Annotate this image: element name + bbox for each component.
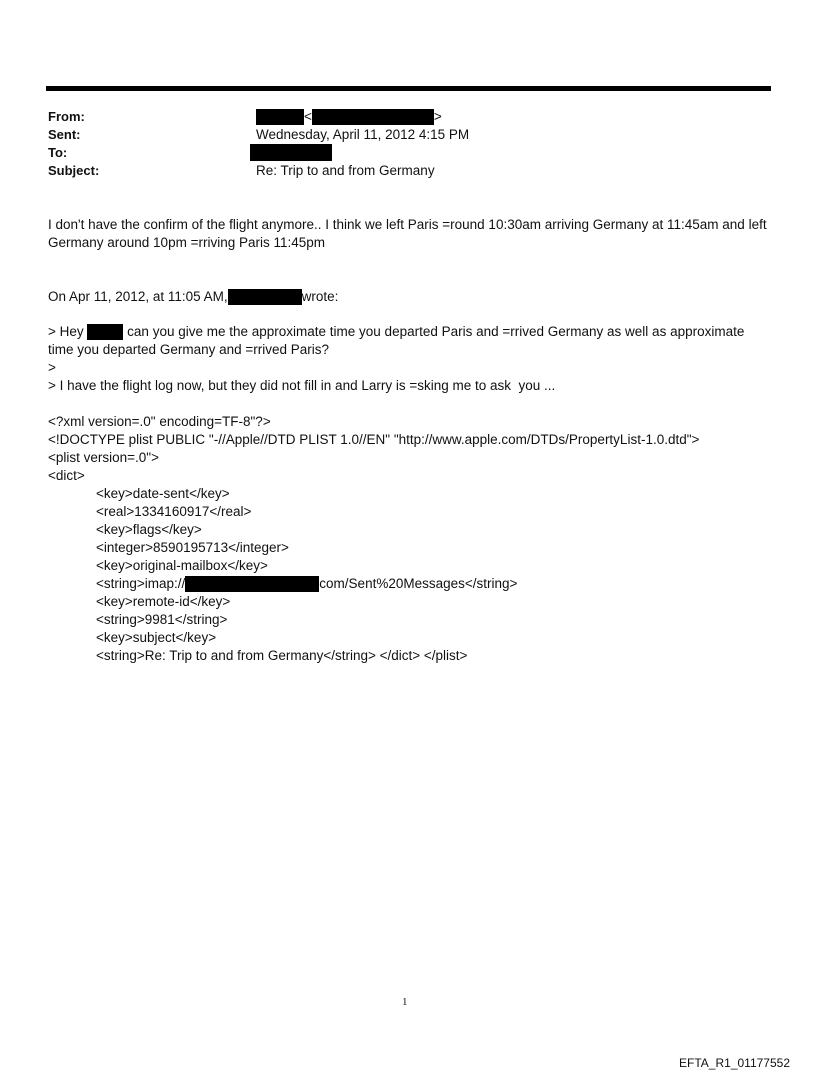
subject-label: Subject:	[48, 163, 100, 178]
quote-intro-date: On Apr 11, 2012, at 11:05 AM,	[48, 289, 228, 304]
quote-line-2: time you departed Germany and =rrived Paris?	[48, 342, 330, 357]
redaction-from-name	[256, 109, 304, 125]
subject-value: Re: Trip to and from Germany	[256, 163, 435, 178]
header-rule	[46, 86, 771, 91]
from-angle-close: >	[433, 109, 442, 124]
plist-imap-prefix: <string>imap://	[96, 576, 186, 591]
sent-value: Wednesday, April 11, 2012 4:15 PM	[256, 127, 470, 142]
redaction-quote-sender	[228, 289, 302, 305]
bates-number: EFTA_R1_01177552	[679, 1056, 790, 1070]
to-value	[250, 143, 332, 161]
plist-line-1: <?xml version=.0" encoding=TF-8"?>	[48, 414, 271, 429]
from-value	[256, 108, 442, 126]
quote-intro	[48, 288, 338, 306]
plist-line-6: <real>1334160917</real>	[96, 504, 252, 519]
redaction-quote-recipient	[87, 324, 123, 340]
redaction-from-email	[312, 109, 434, 125]
from-angle-open: <	[304, 109, 312, 124]
redaction-to	[250, 144, 332, 161]
plist-line-4: <dict>	[48, 468, 85, 483]
plist-line-8: <integer>8590195713</integer>	[96, 540, 289, 555]
plist-line-7: <key>flags</key>	[96, 522, 202, 537]
sent-label: Sent:	[48, 127, 81, 142]
page-number: 1	[402, 996, 408, 1008]
plist-imap-suffix: com/Sent%20Messages</string>	[319, 576, 518, 591]
plist-line-2: <!DOCTYPE plist PUBLIC "-//Apple//DTD PLIST 1.0//EN" "http://www.apple.com/DTDs/PropertyList-1.0.dtd">	[48, 432, 700, 447]
plist-line-13: <key>subject</key>	[96, 630, 217, 645]
plist-line-5: <key>date-sent</key>	[96, 486, 230, 501]
quote-line-1	[48, 323, 744, 341]
from-label: From:	[48, 109, 85, 124]
plist-line-9: <key>original-mailbox</key>	[96, 558, 268, 573]
quote-line-4: > I have the flight log now, but they did not fill in and Larry is =sking me to ask you ...	[48, 378, 556, 393]
plist-line-11: <key>remote-id</key>	[96, 594, 231, 609]
plist-line-14: <string>Re: Trip to and from Germany</string> </dict> </plist>	[96, 648, 468, 663]
quote-hey: > Hey	[48, 324, 84, 339]
reply-paragraph: I don't have the confirm of the flight anymore.. I think we left Paris =round 10:30am arriving Germany at 11:45am and left Germany around 10pm =rriving Paris 11:45pm	[48, 217, 771, 250]
quote-line-3: >	[48, 360, 56, 375]
plist-line-12: <string>9981</string>	[96, 612, 228, 627]
quote-intro-wrote: wrote:	[301, 289, 339, 304]
to-label: To:	[48, 145, 68, 160]
redaction-imap-host	[185, 576, 319, 592]
plist-line-3: <plist version=.0">	[48, 450, 159, 465]
quote-line-1-text: can you give me the approximate time you departed Paris and =rrived Germany as well as approximate	[123, 324, 745, 339]
plist-line-10	[96, 575, 517, 593]
